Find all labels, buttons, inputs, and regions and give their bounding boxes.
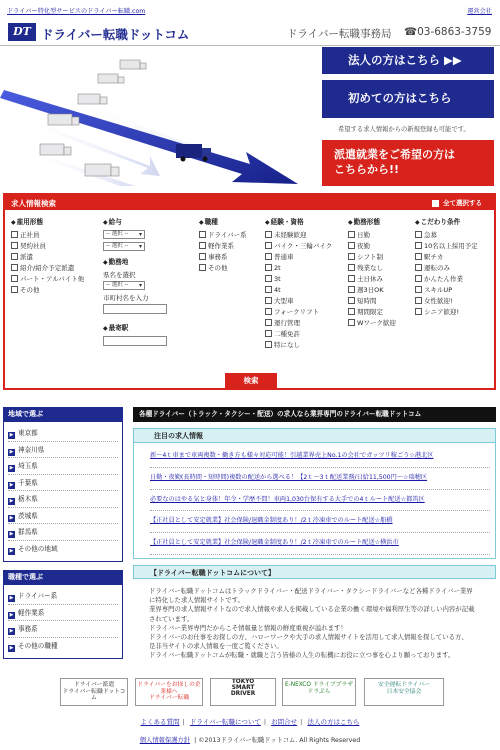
feature-checkbox[interactable]: スキルUP — [415, 285, 478, 296]
truck-icon — [85, 164, 119, 176]
prefecture-label: 県名を選択 — [103, 271, 136, 279]
shift-checkbox[interactable]: 夜勤 — [348, 241, 396, 252]
about-line: ドライバーのお仕事をお探しの方、ハローワークや大手の求人情報サイトを活用して求人情報を探している方、 — [149, 633, 468, 641]
employment-checkbox[interactable]: 契約社員 — [11, 241, 84, 252]
job-type-column — [199, 216, 247, 274]
region-label: 東京都 — [18, 429, 38, 437]
employment-checkbox[interactable]: 派遣 — [11, 252, 84, 263]
region-link[interactable] — [8, 458, 118, 475]
chevron-right-icon: ▶ — [9, 465, 14, 471]
region-label: 群馬県 — [18, 528, 38, 536]
copyright-text: ©2013ドライバー転職ドットコム. All Rights Reserved — [198, 737, 361, 744]
featured-job-link[interactable]: 新〜4ｔ車まで車両複数・働き方も様々対応可能！引越業界売上No.1の会社でガッツリ稼ごう☆港北区 — [150, 449, 490, 468]
select-all-toggle[interactable]: 全て選択する — [432, 198, 482, 207]
features-head: ◆ こだわり条件 — [415, 216, 478, 226]
job-category-label: ドライバー系 — [18, 592, 58, 600]
chevron-right-icon: ▶ — [9, 644, 14, 651]
experience-checkbox[interactable]: 未経験歓迎 — [265, 230, 332, 241]
region-label: 栃木県 — [18, 495, 38, 503]
about-line: ドライバー転職ドットコムはトラックドライバー・配送ドライバー・タクシードライバーなど各種ドライバー業界 — [149, 586, 473, 595]
job-type-checkbox[interactable]: その他 — [199, 263, 247, 274]
footer-faq-link[interactable]: よくある質問 — [140, 718, 180, 726]
region-list — [3, 422, 123, 562]
experience-checkbox[interactable]: 3t — [265, 274, 332, 285]
city-input[interactable] — [103, 304, 167, 314]
job-category-link[interactable] — [8, 588, 118, 605]
chevron-right-icon: ▶ — [9, 628, 14, 634]
about-text — [133, 579, 496, 661]
about-line: ドライバー業界専門だからこそ情報量と情報の鮮度重視が溢れます！ — [149, 623, 347, 632]
truck-icon — [120, 60, 146, 69]
tagline-link[interactable]: ドライバー特化型サービスのドライバー転職.com — [7, 8, 146, 15]
shift-checkbox[interactable]: 短時間 — [348, 296, 396, 307]
region-link[interactable] — [8, 442, 118, 459]
registration-note: 希望する求人情報からの新規登録も可能です。 — [338, 126, 470, 133]
region-link[interactable] — [8, 541, 118, 558]
job-category-link[interactable] — [8, 621, 118, 638]
truck-icon — [40, 144, 71, 155]
experience-checkbox[interactable]: 普通車 — [265, 252, 332, 263]
experience-checkbox[interactable]: 大型車 — [265, 296, 332, 307]
about-title: 【ドライバー転職ドットコムについて】 — [133, 565, 496, 579]
shift-checkbox[interactable]: Wワーク歓迎 — [348, 318, 396, 329]
station-head: ◆ 最寄駅 — [103, 322, 167, 332]
phone-number: ☎03-6863-3759 — [404, 26, 492, 38]
partner-banner[interactable]: ドライバーをお探しの企業様へ ドライバー転職 — [135, 678, 203, 706]
region-link[interactable] — [8, 508, 118, 525]
shift-checkbox[interactable]: 残業なし — [348, 263, 396, 274]
chevron-right-icon: ▶ — [9, 531, 14, 537]
job-type-checkbox[interactable]: 軽作業系 — [199, 241, 247, 252]
employment-checkbox[interactable]: その他 — [11, 285, 84, 296]
job-category-title: 職種で選ぶ — [3, 570, 123, 585]
sidebar — [3, 407, 123, 667]
about-line: 業界専門の求人情報サイトなので求人情報や求人を掲載している企業の働く環境や福利厚生等の詳しい内容が記載 — [149, 605, 475, 614]
station-input[interactable] — [103, 336, 167, 346]
employment-checkbox[interactable]: パート・アルバイト他 — [11, 274, 84, 285]
privacy-policy-link[interactable]: 個人情報保護方針 — [139, 737, 191, 744]
experience-column — [265, 216, 332, 351]
city-label: 市町村名を入力 — [103, 294, 149, 302]
experience-checkbox[interactable]: 4t — [265, 285, 332, 296]
truck-icon — [98, 74, 124, 83]
chevron-right-icon: ▶ — [9, 611, 14, 618]
region-label: 茨城県 — [18, 511, 38, 520]
footer-copyright: 個人情報保護方針 | ©2013ドライバー転職ドットコム. All Rights Reserved — [139, 737, 361, 744]
chevron-right-icon: ▶ — [9, 514, 14, 521]
features-column — [415, 216, 478, 318]
feature-checkbox[interactable]: 10名以上採用予定 — [415, 241, 478, 252]
salary-location-column — [103, 216, 167, 351]
partner-banner[interactable]: TOKYO SMART DRIVER — [210, 678, 276, 706]
feature-checkbox[interactable]: シニア歓迎! — [415, 307, 478, 318]
feature-checkbox[interactable]: かんたん作業 — [415, 274, 478, 285]
footer-about-link[interactable]: ドライバー転職について — [189, 718, 261, 726]
about-line: 是非当サイトの求人情報を一度ご覧ください。 — [149, 642, 283, 651]
experience-head: ◆ 経験・資格 — [265, 216, 332, 226]
temp-staff-button[interactable] — [322, 140, 494, 186]
region-label: 神奈川県 — [18, 445, 45, 454]
temp-line-1: 派遣就業をご希望の方は — [334, 148, 455, 162]
partner-banner[interactable]: ドライバー派遣 ドライバー転職ドットコム — [60, 678, 128, 706]
corporate-button-label: 法人の方はこちら ▶▶ — [348, 52, 462, 67]
location-head: ◆ 勤務地 — [103, 256, 167, 266]
region-title: 地域で選ぶ — [3, 407, 123, 422]
salary-head: ◆ 給与 — [103, 216, 167, 226]
about-line: に特化した求人情報サイトです。 — [149, 596, 244, 605]
featured-job-link[interactable]: 日勤・夜勤(長時間・短時間)複数の配送から選べる！【2ｔ〜3ｔ配送業務/日給11,500円〜☆瑞穂区 — [150, 471, 490, 490]
shift-checkbox[interactable]: 期間限定 — [348, 307, 396, 318]
job-category-label: 事務系 — [18, 625, 38, 633]
region-link[interactable] — [8, 524, 118, 541]
shift-column — [348, 216, 396, 329]
employment-column — [11, 216, 84, 296]
prefecture-select[interactable]: -- 選択 -- ▾ — [103, 281, 145, 290]
region-link[interactable] — [8, 425, 118, 442]
partner-banner[interactable]: E-NEXCO ドライブプラザ ドラぷら — [282, 678, 356, 706]
chevron-right-icon: ▶ — [9, 547, 14, 554]
experience-checkbox[interactable]: 運行管理 — [265, 318, 332, 329]
employment-checkbox[interactable]: 紹介/紹介予定派遣 — [11, 263, 84, 274]
featured-jobs-title: 注目の求人情報 — [134, 429, 495, 443]
region-link[interactable] — [8, 475, 118, 492]
temp-staff-button-label — [322, 148, 455, 178]
experience-checkbox[interactable]: 2t — [265, 263, 332, 274]
footer-contact-link[interactable]: お問合せ — [271, 718, 298, 726]
job-category-link[interactable] — [8, 605, 118, 622]
chevron-right-icon: ▶ — [9, 432, 14, 438]
first-time-button-label: 初めての方はこちら — [348, 91, 452, 106]
experience-checkbox[interactable]: 二種免許 — [265, 329, 332, 340]
salary-select[interactable]: -- 選択 -- ▾ — [103, 242, 145, 251]
job-search-panel — [3, 193, 496, 390]
feature-checkbox[interactable]: 運転のみ — [415, 263, 478, 274]
corporate-button[interactable] — [322, 47, 494, 74]
site-header — [0, 18, 500, 46]
partner-banners — [60, 678, 444, 708]
partner-banner[interactable]: 安全運転ドライバー 日本安全協会 — [364, 678, 444, 706]
office-name: ドライバー転職事務局 — [287, 28, 392, 40]
first-time-button[interactable] — [322, 80, 494, 118]
feature-checkbox[interactable]: 急募 — [415, 230, 478, 241]
feature-checkbox[interactable]: 女性歓迎! — [415, 296, 478, 307]
featured-job-link[interactable]: 必要なのはやる気と身体！年令・学歴不問！車両1,030台保有する大手での4ｔルート配送☆都筑区 — [150, 493, 490, 512]
job-type-head: ◆ 職種 — [199, 216, 247, 226]
experience-checkbox[interactable]: 特になし — [265, 340, 332, 351]
search-button[interactable]: 検索 — [225, 373, 277, 388]
job-category-label: その他の職種 — [18, 641, 58, 650]
hero-illustration — [0, 46, 320, 186]
salary-select[interactable]: -- 選択 -- ▾ — [103, 230, 145, 239]
shift-checkbox[interactable]: 日勤 — [348, 230, 396, 241]
top-strip — [0, 0, 500, 18]
job-category-link[interactable] — [8, 638, 118, 655]
about-line: されています。 — [149, 614, 194, 623]
experience-checkbox[interactable]: フォークリフト — [265, 307, 332, 318]
featured-job-link[interactable]: 【正社員として安定就業】社会保険/退職金制度あり！/2ｔ冷凍車でのルート配送☆船橋 — [150, 514, 490, 533]
job-type-checkbox[interactable]: 事務系 — [199, 252, 247, 263]
main-content — [133, 407, 496, 661]
region-label: その他の地域 — [18, 544, 58, 553]
footer-corporate-link[interactable]: 法人の方はこちら — [307, 718, 360, 726]
employment-checkbox[interactable]: 正社員 — [11, 230, 84, 241]
truck-icon — [78, 94, 107, 104]
shift-head: ◆ 勤務形態 — [348, 216, 396, 226]
chevron-right-icon: ▶ — [9, 498, 14, 504]
job-category-list — [3, 585, 123, 659]
featured-jobs-box — [133, 428, 496, 559]
chevron-right-icon: ▶ — [9, 595, 14, 601]
job-type-checkbox[interactable]: ドライバー系 — [199, 230, 247, 241]
employment-head: ◆ 雇用形態 — [11, 216, 84, 226]
lead-truck-icon — [176, 144, 211, 162]
featured-job-link[interactable]: 【正社員として安定就業】社会保険/退職金制度あり！/2ｔ冷凍車でのルート配送☆横浜市 — [150, 536, 490, 555]
chevron-right-icon: ▶ — [9, 448, 14, 455]
logo-text[interactable]: ドライバー転職ドットコム — [41, 27, 190, 42]
region-label: 千葉県 — [18, 478, 38, 487]
chevron-right-icon: ▶ — [9, 481, 14, 488]
company-link[interactable]: 運営会社 — [467, 8, 492, 15]
shift-checkbox[interactable]: 週3日OK — [348, 285, 396, 296]
search-header — [5, 195, 494, 210]
shift-checkbox[interactable]: 土日休み — [348, 274, 396, 285]
feature-checkbox[interactable]: 駅チカ — [415, 252, 478, 263]
search-title: 求人情報検索 — [11, 199, 56, 208]
logo-mark[interactable]: DT — [8, 23, 36, 41]
about-line: ドライバー転職ドットコムが転職・就職と言う皆様の人生の転機にお役に立つ事を心より願っております。 — [149, 651, 455, 660]
experience-checkbox[interactable]: バイク・三輪バイク — [265, 241, 332, 252]
footer-links: よくある質問 | ドライバー転職について | お問合せ | 法人の方はこちら — [140, 718, 360, 726]
featured-jobs-list — [134, 443, 495, 555]
region-link[interactable] — [8, 491, 118, 508]
main-headline: 各種ドライバー（トラック・タクシー・配送）の求人なら業界専門のドライバー転職ドットコム — [133, 407, 496, 422]
temp-line-2: こちらから!! — [334, 163, 400, 176]
region-label: 埼玉県 — [18, 462, 38, 470]
shift-checkbox[interactable]: シフト制 — [348, 252, 396, 263]
job-category-label: 軽作業系 — [18, 608, 45, 617]
